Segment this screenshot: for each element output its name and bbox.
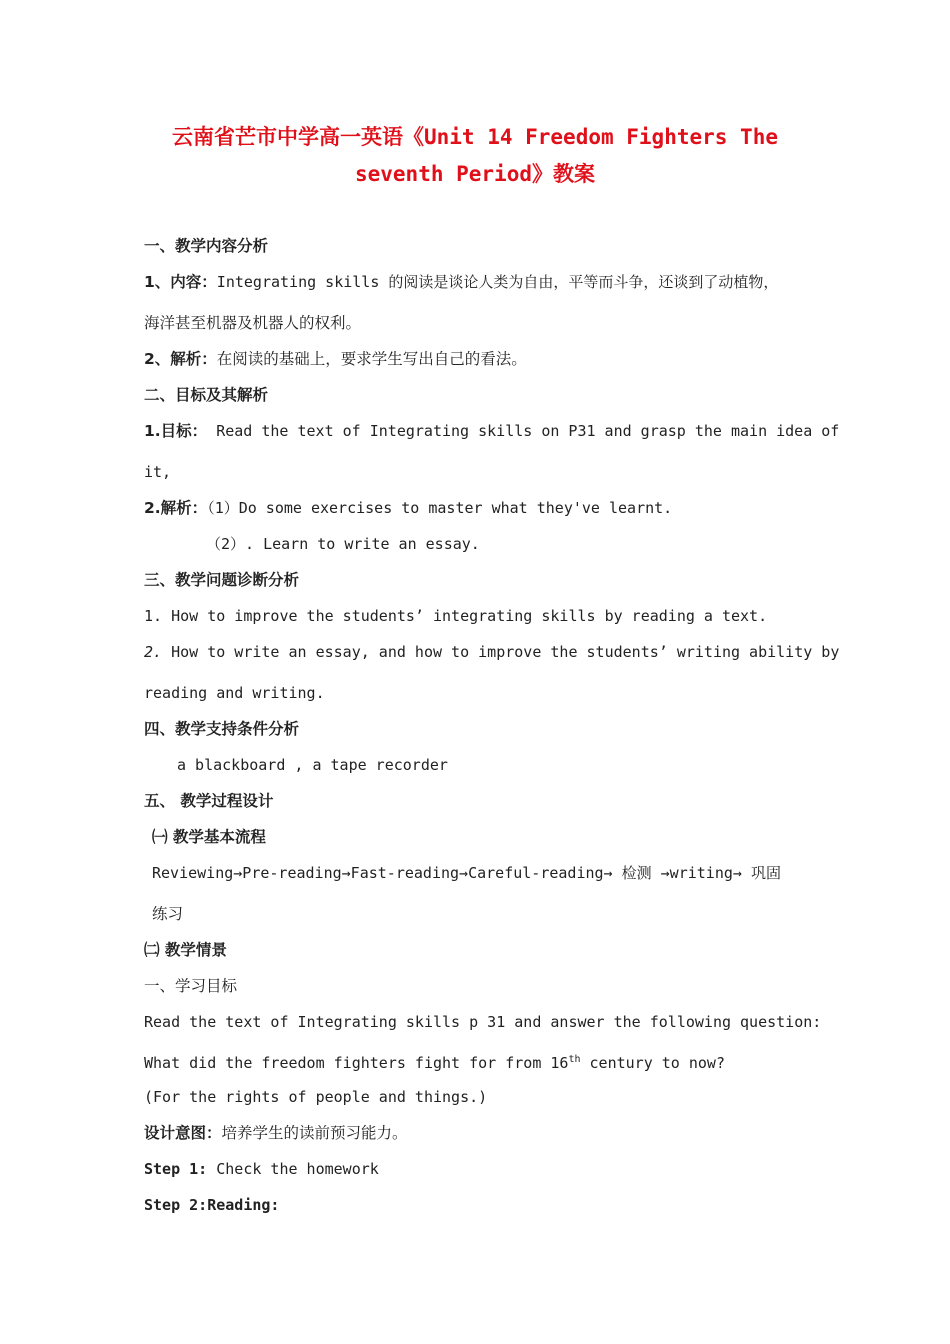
analysis-text: 在阅读的基础上，要求学生写出自己的看法。 [216,350,527,368]
content-item [144,271,778,293]
problem-2-number: 2. [144,643,163,661]
question-text-end: century to now? [580,1054,725,1072]
goal-analysis-text-1: （1）Do some exercises to master what they've learnt. [207,499,673,517]
question-superscript: th [568,1054,581,1065]
subsection-1-heading: ㈠ 教学基本流程 [152,828,266,846]
process-flow: Reviewing→Pre-reading→Fast-reading→Careful-reading→ 检测 →writing→ 巩固 [152,864,781,882]
analysis-label: 2、解析： [144,350,217,368]
goal-analysis-text-2: （2）. Learn to write an essay. [206,535,480,553]
problem-1: 1. How to improve the students’ integrating skills by reading a text. [144,607,768,625]
design-intent-text: 培养学生的读前预习能力。 [221,1124,408,1142]
document-title-line-2: seventh Period》教案 [354,162,595,186]
goal-item [144,420,839,442]
question-text: What did the freedom fighters fight for from 16 [144,1054,569,1072]
section-4-heading: 四、教学支持条件分析 [144,720,300,738]
section-2-heading: 二、目标及其解析 [144,386,269,404]
process-flow-continued: 练习 [152,905,184,923]
support-conditions: a blackboard , a tape recorder [177,756,448,774]
question [144,1049,725,1074]
content-continued: 海洋甚至机器及机器人的权利。 [144,314,362,332]
goal-label: 1.目标： [144,422,208,440]
step-1-text: Check the homework [207,1160,379,1178]
analysis-item [144,348,527,370]
goal-analysis-label: 2.解析： [144,499,208,517]
design-intent-label: 设计意图： [144,1124,222,1142]
content-label: 1、内容： [144,273,217,291]
step-2-label: Step 2:Reading: [144,1196,280,1214]
problem-2-continued: reading and writing. [144,684,325,702]
step-1 [144,1158,379,1180]
section-3-heading: 三、教学问题诊断分析 [144,571,300,589]
content-text: Integrating skills 的阅读是谈论人类为自由，平等而斗争，还谈到了动植物， [216,273,779,291]
document-title-line-1: 云南省芒市中学高一英语《Unit 14 Freedom Fighters The [171,125,778,149]
goal-text: Read the text of Integrating skills on P31 and grasp the main idea of [207,422,840,440]
answer: (For the rights of people and things.) [144,1088,488,1106]
subsection-2-heading: ㈡ 教学情景 [144,941,227,959]
goal-analysis-item [144,497,672,519]
problem-2-text: How to write an essay, and how to improve the students’ writing ability by [162,643,840,661]
reading-task: Read the text of Integrating skills p 31 and answer the following question: [144,1013,822,1031]
step-1-label: Step 1: [144,1160,208,1178]
learning-target-heading: 一、学习目标 [144,977,238,995]
section-5-heading: 五、 教学过程设计 [144,792,274,810]
design-intent [144,1122,408,1144]
section-1-heading: 一、教学内容分析 [144,237,269,255]
problem-2 [144,641,839,663]
goal-continued: it, [144,463,172,481]
